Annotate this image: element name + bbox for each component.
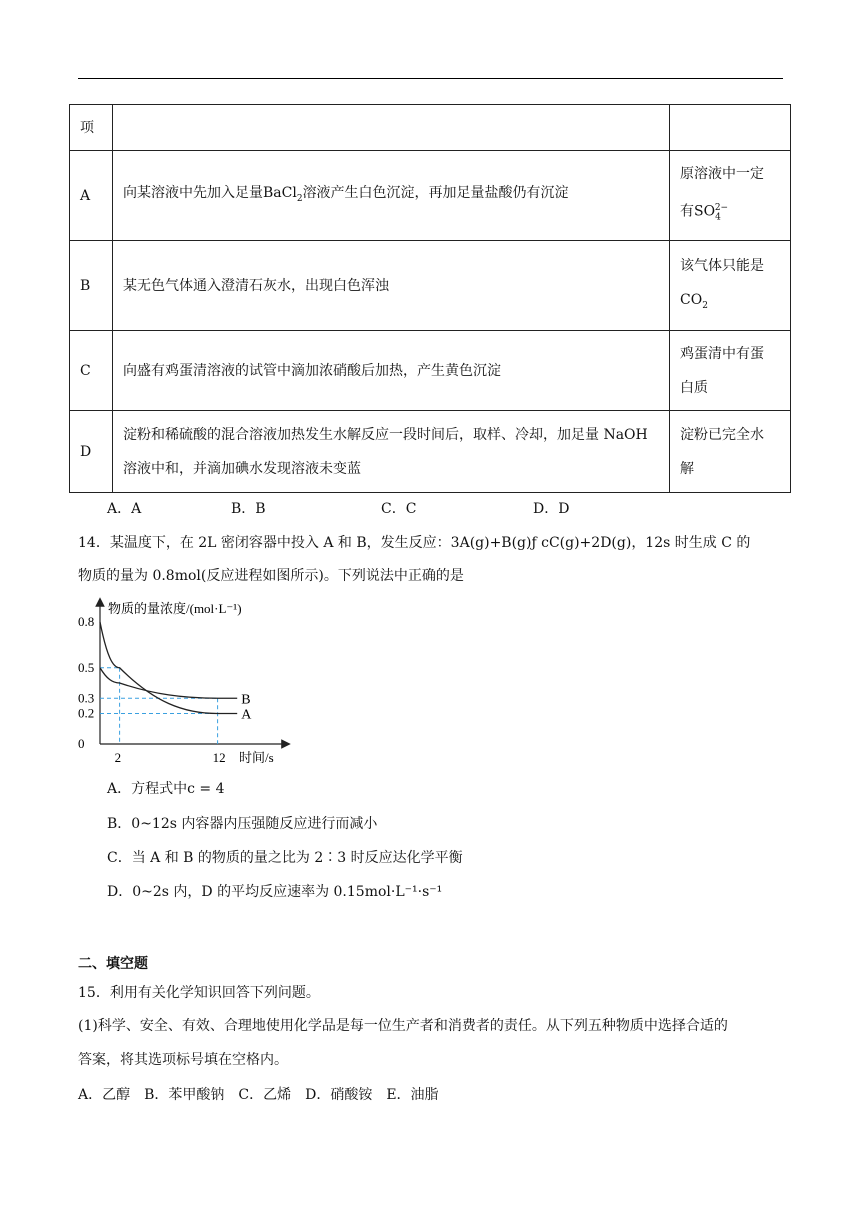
y-tick-label: 0 <box>78 736 85 751</box>
y-tick-label: 0.3 <box>78 690 95 706</box>
q15-part1-line1: (1)科学、安全、有效、合理地使用化学品是每一位生产者和消费者的责任。从下列五种物质中选择合适的 <box>78 1018 728 1034</box>
y-tick-label: 0.5 <box>78 659 95 675</box>
section-heading: 二、填空题 <box>78 956 148 972</box>
q14-stem-line2: 物质的量为 0.8mol(反应进程如图所示)。下列说法中正确的是 <box>78 568 464 584</box>
option: B．B <box>231 501 266 517</box>
table-row <box>70 105 791 151</box>
concentration-chart <box>76 596 296 770</box>
q15-choices: A．乙醇 B．苯甲酸钠 C．乙烯 D．硝酸铵 E．油脂 <box>78 1087 439 1103</box>
experiment-table <box>69 104 791 493</box>
header-rule <box>78 78 783 79</box>
table-cell <box>113 105 670 151</box>
q13-options <box>107 499 569 519</box>
row-key: D <box>70 411 113 493</box>
row-text: 淀粉和稀硫酸的混合溶液加热发生水解反应一段时间后，取样、冷却，加足量 NaOH 溶液中和，并滴加碘水发现溶液未变蓝 <box>113 411 670 493</box>
q14-option-b: B．0~12s 内容器内压强随反应进行而减小 <box>107 816 378 832</box>
series-a-label: A <box>241 707 252 723</box>
option: C．C <box>381 501 417 517</box>
q14-option-d: D．0~2s 内，D 的平均反应速率为 0.15mol·L⁻¹·s⁻¹ <box>107 884 443 900</box>
row-conclusion: 该气体只能是 $CO_2$ <box>670 241 791 331</box>
series-b-line <box>100 668 237 699</box>
equation: 3A(g)+B(g)ƒ cC(g)+2D(g) <box>450 535 632 551</box>
q14-option-a: A．方程式中c = 4 <box>107 781 225 797</box>
q15-part1-line2: 答案，将其选项标号填在空格内。 <box>78 1052 288 1068</box>
option: D．D <box>533 501 570 517</box>
row-key: A <box>70 151 113 241</box>
table-row <box>70 241 791 331</box>
y-tick-label: 0.8 <box>78 614 95 629</box>
row-text: 某无色气体通入澄清石灰水，出现白色浑浊 <box>113 241 670 331</box>
q14-option-c: C．当 A 和 B 的物质的量之比为 2∶3 时反应达化学平衡 <box>107 850 463 866</box>
series-a-line <box>100 622 237 714</box>
row-text: 向盛有鸡蛋清溶液的试管中滴加浓硝酸后加热，产生黄色沉淀 <box>113 331 670 411</box>
table-cell-header: 项 <box>70 105 113 151</box>
table-row <box>70 151 791 241</box>
q15-stem: 15．利用有关化学知识回答下列问题。 <box>78 985 320 1001</box>
option: A．A <box>107 501 142 517</box>
row-conclusion: 原溶液中一定 有$SO_4^{2-}$ <box>670 151 791 241</box>
row-conclusion: 鸡蛋清中有蛋 白质 <box>670 331 791 411</box>
table-cell <box>670 105 791 151</box>
row-key: C <box>70 331 113 411</box>
y-axis-label: 物质的量浓度/(mol·L⁻¹) <box>108 601 242 616</box>
guide-lines <box>100 668 218 744</box>
series-b-label: B <box>241 692 251 708</box>
q14-stem-line1: 14．某温度下，在 2L 密闭容器中投入 A 和 B，发生反应：3A(g)+B(g)ƒ cC(g)+2D(g)，12s 时生成 C 的 <box>78 535 751 551</box>
row-text: 向某溶液中先加入足量BaCl$_2$溶液产生白色沉淀，再加足量盐酸仍有沉淀 <box>113 151 670 241</box>
series-lines <box>100 622 252 723</box>
x-tick-label: 12 <box>212 750 226 765</box>
table-row <box>70 411 791 493</box>
y-tick-label: 0.2 <box>78 705 95 721</box>
x-axis-label: 时间/s <box>239 750 274 765</box>
table-row <box>70 331 791 411</box>
x-tick-label: 2 <box>114 750 122 765</box>
row-key: B <box>70 241 113 331</box>
row-conclusion: 淀粉已完全水 解 <box>670 411 791 493</box>
